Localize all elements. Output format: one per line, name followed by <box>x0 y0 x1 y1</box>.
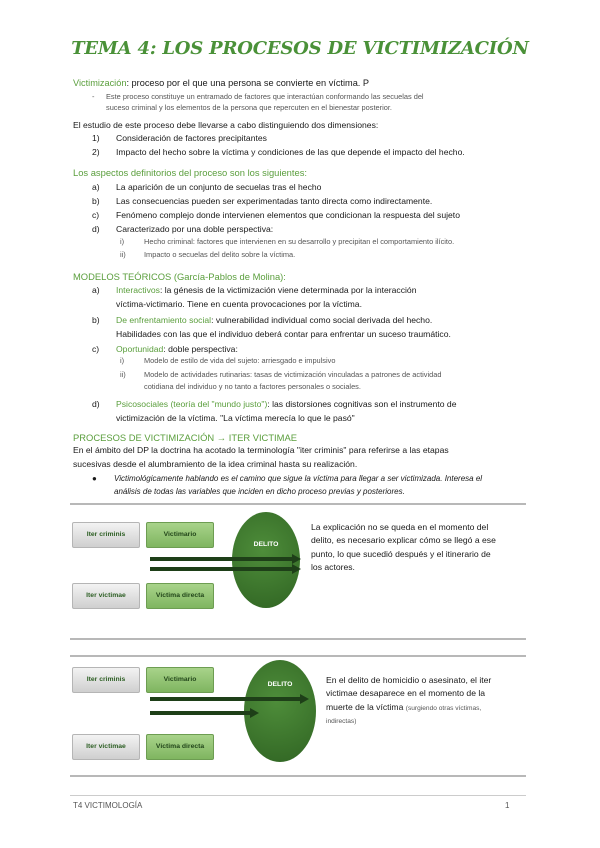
footer-title: T4 VICTIMOLOGÍA <box>73 801 143 810</box>
item-number: b) <box>92 196 100 206</box>
explanation-line: La explicación no se queda en el momento del <box>311 522 489 532</box>
arrow-line <box>150 711 250 715</box>
model-text: : las distorsiones cognitivas son el instrumento de <box>267 399 457 409</box>
item-text: Hecho criminal: factores que intervienen en su desarrollo y precipitan el comportamiento ilícito. <box>144 237 455 246</box>
study-item <box>92 132 552 144</box>
item-number: a) <box>92 182 100 192</box>
model-item-c <box>92 343 532 355</box>
model-term: Psicosociales (teoría del "mundo justo") <box>116 399 268 409</box>
model-term: De enfrentamiento social <box>116 315 212 325</box>
item-text: La aparición de un conjunto de secuelas tras el hecho <box>116 182 322 192</box>
iter-victimae-box: Iter victimae <box>72 583 140 609</box>
aspect-item <box>92 195 552 207</box>
processes-bullet <box>92 473 532 499</box>
study-intro: El estudio de este proceso debe llevarse a cabo distinguiendo dos dimensiones: <box>73 120 379 130</box>
delito-label: DELITO <box>267 681 293 688</box>
item-number: a) <box>92 285 100 295</box>
study-item <box>92 146 552 158</box>
victimario-box: Victimario <box>146 522 214 548</box>
victima-directa-box: Víctima directa <box>146 583 214 609</box>
item-text: Consideración de factores precipitantes <box>116 133 267 143</box>
processes-heading: PROCESOS DE VICTIMIZACIÓN → ITER VICTIMAE <box>73 432 297 443</box>
definition-text: : proceso por el que una persona se convierte en víctima. P <box>126 78 370 88</box>
divider <box>70 655 526 657</box>
model-term: Oportunidad <box>116 344 164 354</box>
item-number: i) <box>120 356 125 365</box>
diagram2-explanation <box>326 674 526 727</box>
definition-sub-line2: suceso criminal y los elementos de la persona que repercuten en el bienestar posterior. <box>106 103 392 113</box>
item-text: Impacto del hecho sobre la víctima y condiciones de las que depende el impacto del hecho. <box>116 147 465 157</box>
page-number: 1 <box>505 801 510 810</box>
iter-criminis-box: Iter criminis <box>72 667 140 693</box>
arrow-line <box>150 557 292 561</box>
item-text: Fenómeno complejo donde intervienen elementos que condicionan la respuesta del sujeto <box>116 210 460 220</box>
definition-sub <box>92 91 532 114</box>
definition-sub-line1: Este proceso constituye un entramado de factores que interactúan conformando las secuelas del <box>106 92 424 101</box>
item-number: b) <box>92 315 100 325</box>
page-title: TEMA 4: LOS PROCESOS DE VICTIMIZACIÓN <box>71 38 529 59</box>
aspect-item <box>92 181 552 193</box>
aspect-subitem <box>120 250 580 261</box>
processes-line1: En el ámbito del DP la doctrina ha acotado la terminología "iter criminis" para referirse a las etapas <box>73 445 449 455</box>
item-number: d) <box>92 399 100 409</box>
aspects-heading: Los aspectos definitorios del proceso son los siguientes: <box>73 167 307 178</box>
model-text-line2: Habilidades con las que el individuo deberá contar para enfrentar un suceso traumático. <box>116 328 451 339</box>
model-text-line2: victimización de la víctima. "La víctima merecía lo que le pasó" <box>116 412 355 423</box>
model-term: Interactivos <box>116 285 160 295</box>
item-number: i) <box>120 237 125 246</box>
explanation-line: muerte de la víctima <box>326 701 404 712</box>
divider <box>70 503 526 505</box>
item-number: 1) <box>92 133 100 143</box>
item-number: c) <box>92 344 100 354</box>
arrow-line <box>150 567 292 571</box>
model-subitem <box>120 356 580 367</box>
model-text: : la génesis de la victimización viene determinada por la interacción <box>159 285 417 295</box>
definition-term: Victimización <box>73 78 127 88</box>
explanation-line: punto, lo que sucedió después y el itinerario de <box>311 548 491 559</box>
processes-line2: sucesivas desde el alumbramiento de la idea criminal hasta su realización. <box>73 458 358 469</box>
footer-divider <box>70 795 526 796</box>
item-number: c) <box>92 210 100 220</box>
aspect-subitem <box>120 237 580 248</box>
item-text: Las consecuencias pueden ser experimentadas tanto directa como indirectamente. <box>116 196 433 206</box>
model-text-line2: víctima-victimario. Tiene en cuenta provocaciones por la víctima. <box>116 298 362 309</box>
item-text: Modelo de actividades rutinarias: tasas de victimización vinculadas a patrones de actividad <box>144 370 442 379</box>
aspect-item <box>92 209 552 221</box>
model-item-b <box>92 314 532 342</box>
item-number: d) <box>92 224 100 234</box>
explanation-line: delito, es necesario explicar cómo se llegó a ese <box>311 535 496 546</box>
arrow-line <box>150 697 300 701</box>
item-text-line2: cotidiana del individuo y no tanto a factores personales o sociales. <box>144 382 361 392</box>
divider <box>70 638 526 640</box>
explanation-line: victimae desaparece en el momento de la <box>326 688 486 699</box>
item-number: 2) <box>92 147 100 157</box>
model-text: : doble perspectiva: <box>163 344 238 354</box>
iter-criminis-box: Iter criminis <box>72 522 140 548</box>
arrow-head-icon <box>250 708 259 718</box>
explanation-note: (surgiendo otras víctimas, <box>405 704 482 712</box>
bullet-line1: Victimológicamente hablando es el camino que sigue la víctima para llegar a ser victimizada. Interesa el <box>114 474 483 483</box>
divider <box>70 775 526 777</box>
bullet-dot: ● <box>92 474 97 483</box>
arrow-head-icon <box>300 694 309 704</box>
definition-line <box>73 77 369 90</box>
processes-text <box>73 444 533 472</box>
model-text: : vulnerabilidad individual como social derivada del hecho. <box>211 315 433 325</box>
diagram1-explanation <box>311 521 526 574</box>
explanation-line: En el delito de homicidio o asesinato, el iter <box>326 675 492 685</box>
item-text: Caracterizado por una doble perspectiva: <box>116 224 274 234</box>
bullet-line2: análisis de todas las variables que inciden en dicho proceso previas y posteriores. <box>114 486 405 496</box>
model-item-a <box>92 284 532 312</box>
victima-directa-box: Víctima directa <box>146 734 214 760</box>
item-number: ii) <box>120 370 126 379</box>
models-heading: MODELOS TEÓRICOS (García-Pablos de Molina): <box>73 271 286 282</box>
explanation-note: indirectas) <box>326 717 357 725</box>
iter-victimae-box: Iter victimae <box>72 734 140 760</box>
item-number: ii) <box>120 250 126 259</box>
item-text: Impacto o secuelas del delito sobre la víctima. <box>144 250 296 259</box>
dash-bullet: - <box>92 92 95 101</box>
item-text: Modelo de estilo de vida del sujeto: arriesgado e impulsivo <box>144 356 336 365</box>
explanation-line: los actores. <box>311 561 355 572</box>
victimario-box: Victimario <box>146 667 214 693</box>
arrow-head-icon <box>292 554 301 564</box>
aspect-item <box>92 223 552 235</box>
delito-label: DELITO <box>253 541 279 548</box>
arrow-head-icon <box>292 564 301 574</box>
model-item-d <box>92 398 532 426</box>
model-subitem <box>120 369 530 393</box>
